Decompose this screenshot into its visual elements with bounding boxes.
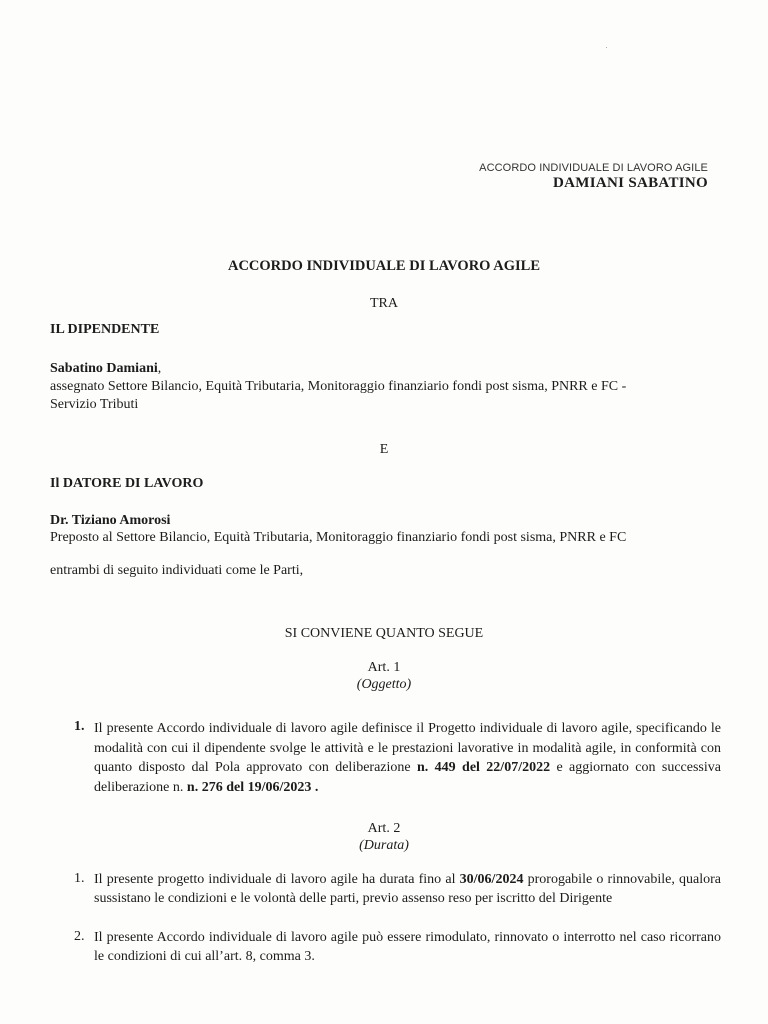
art1-p1-text-b: e aggiornato con successiva deliberazione n. [94, 760, 721, 795]
dipendente-name: Sabatino Damiani [50, 361, 158, 376]
header-employee-name: DAMIANI SABATINO [553, 175, 708, 191]
art2-p2-number: 2. [74, 929, 85, 944]
art2-p1-number: 1. [74, 871, 85, 886]
art2-p1 [94, 871, 721, 908]
dipendente-section-label: IL DIPENDENTE [50, 322, 160, 337]
dipendente-name-line [50, 360, 161, 378]
art2-p1-text-a: Il presente progetto individuale di lavoro agile ha durata fino al [94, 872, 460, 887]
art1-p1 [94, 719, 721, 797]
art1-p1-bold-b: n. 276 del 19/06/2023 . [186, 779, 319, 795]
art1-heading: Art. 1 [367, 660, 401, 675]
art1-p1-number [74, 719, 85, 735]
art1-p1-text-a: Il presente Accordo individuale di lavoro agile definisce il Progetto individuale di lavoro agile, specificando le modalità con cui il dipendente svolge le attività e le prestazioni lavorative in modalità agile, in conformità con quanto disposto dal Pola approvato con deliberazione [94, 721, 721, 775]
scan-speck [606, 47, 607, 48]
art2-p1-bold-a: 30/06/2024 [459, 872, 524, 887]
art2-heading: Art. 2 [367, 821, 401, 836]
tra-label: TRA [370, 296, 398, 311]
art2-p1-text-b: prorogabile o rinnovabile, qualora sussistano le condizioni e le volontà delle parti, previo assenso reso per iscritto del Dirigente [94, 872, 721, 906]
art1-p1-number-text: 1. [74, 719, 85, 734]
art2-p2: Il presente Accordo individuale di lavoro agile può essere rimodulato, rinnovato o interrotto nel caso ricorrano le condizioni di cui all’art. 8, comma 3. [94, 930, 721, 964]
datore-role: Preposto al Settore Bilancio, Equità Tributaria, Monitoraggio finanziario fondi post sisma, PNRR e FC [50, 530, 627, 545]
datore-name-text: Dr. Tiziano Amorosi [50, 513, 171, 528]
dipendente-name-suffix: , [157, 361, 162, 376]
e-label: E [379, 442, 389, 457]
convenuto-heading: SI CONVIENE QUANTO SEGUE [284, 626, 484, 641]
art1-subheading: (Oggetto) [356, 677, 412, 692]
art1-p1-bold-a: n. 449 del 22/07/2022 [417, 760, 551, 775]
document-title: ACCORDO INDIVIDUALE DI LAVORO AGILE [227, 258, 541, 274]
datore-name [50, 512, 170, 530]
header-doc-label: ACCORDO INDIVIDUALE DI LAVORO AGILE [479, 162, 708, 174]
datore-section-label: Il DATORE DI LAVORO [50, 476, 204, 491]
parti-line: entrambi di seguito individuati come le Parti, [50, 563, 304, 578]
dipendente-assignment-line2: Servizio Tributi [50, 397, 139, 412]
art2-subheading: (Durata) [359, 838, 409, 853]
dipendente-assignment-line1: assegnato Settore Bilancio, Equità Tributaria, Monitoraggio finanziario fondi post sisma, PNRR e FC - [50, 379, 627, 394]
